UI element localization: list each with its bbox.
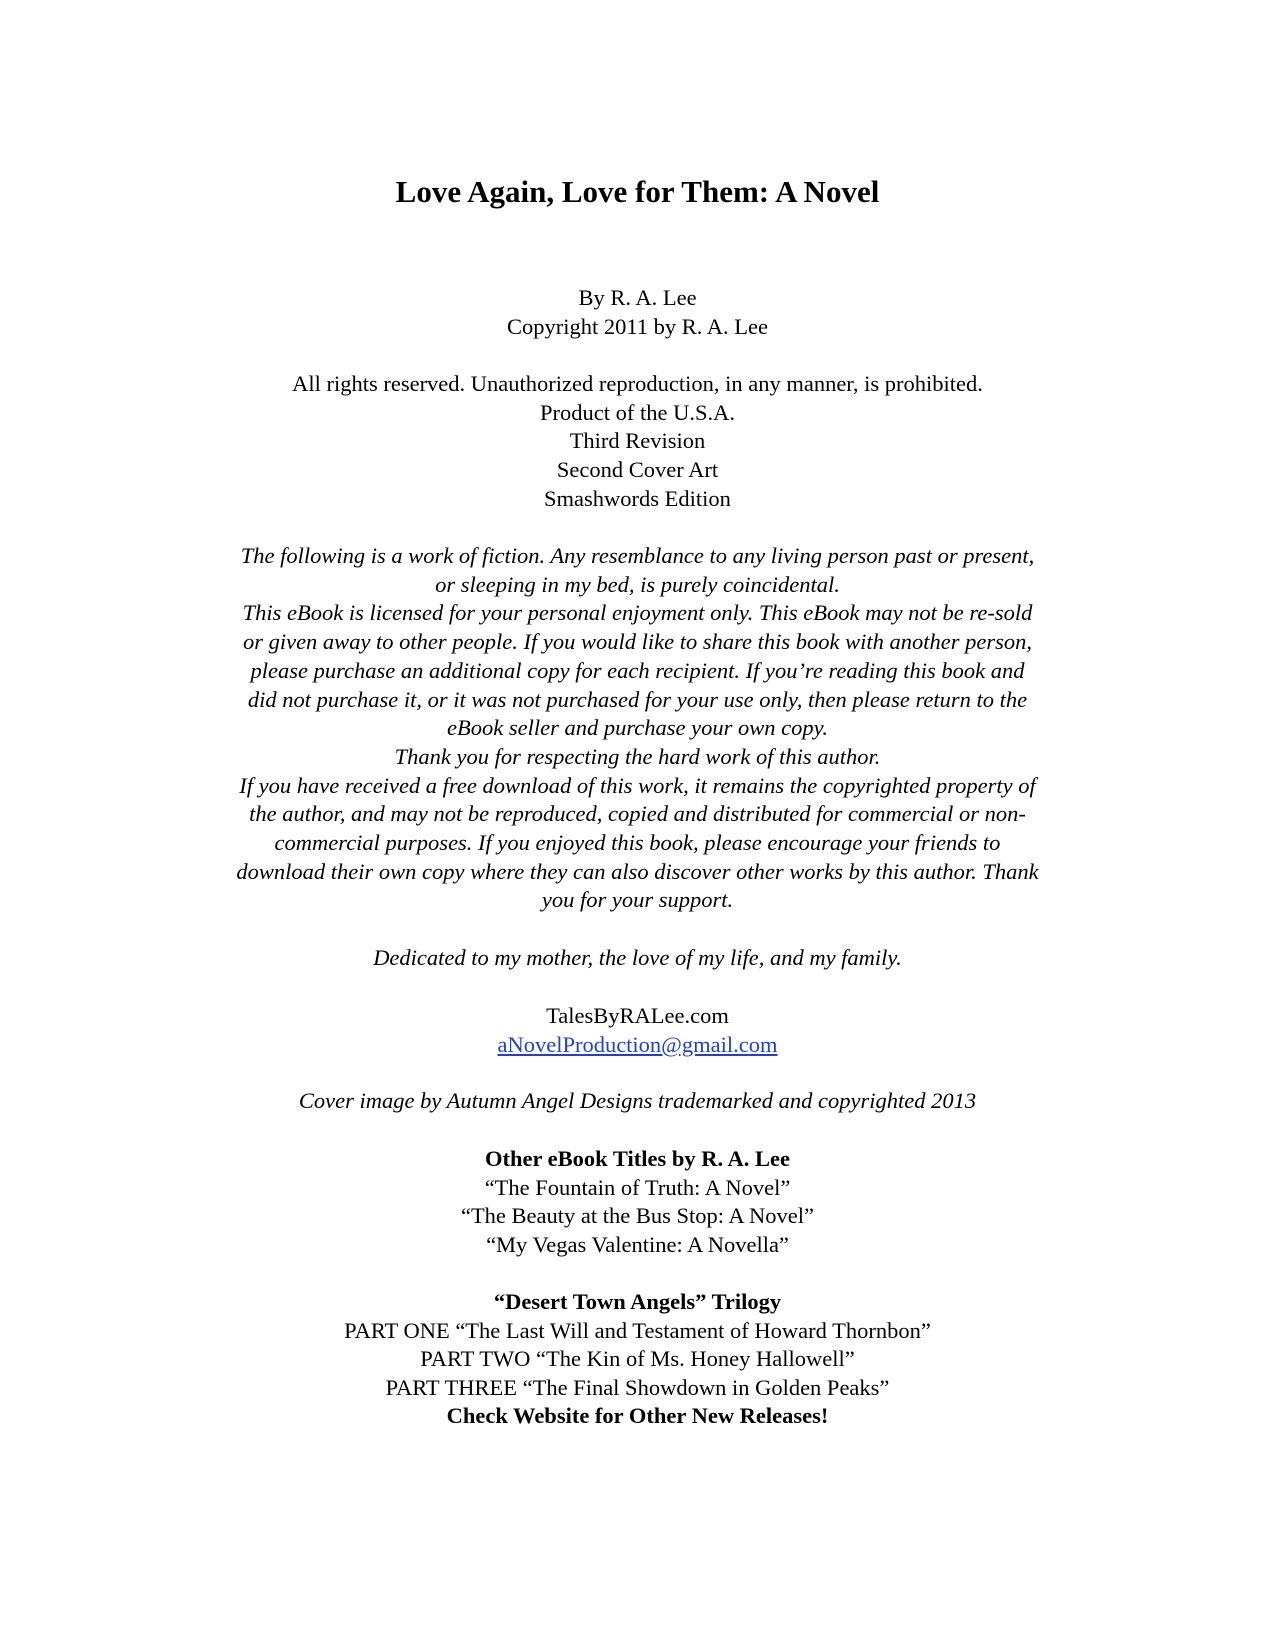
notice-line: This eBook is licensed for your personal enjoyment only. This eBook may not be re-sold <box>242 600 1033 626</box>
cover-credit-line: Cover image by Autumn Angel Designs trademarked and copyrighted 2013 <box>298 1088 977 1113</box>
notice-line: you for your support. <box>541 887 734 913</box>
notice-line: download their own copy where they can also discover other works by this author. Thank <box>236 858 1039 884</box>
trilogy-heading: “Desert Town Angels” Trilogy <box>493 1289 782 1314</box>
byline-section <box>0 284 1275 341</box>
cover-art-line: Second Cover Art <box>556 457 719 483</box>
other-title-item: “The Fountain of Truth: A Novel” <box>484 1174 791 1200</box>
trilogy-section <box>0 1288 1275 1403</box>
closing-section <box>0 1402 1275 1431</box>
notice-line: or given away to other people. If you would like to share this book with another person, <box>242 629 1033 655</box>
cover-credit-section <box>0 1087 1275 1116</box>
author-line: By R. A. Lee <box>578 285 697 310</box>
contact-section <box>0 1002 1275 1059</box>
rights-section <box>0 370 1275 514</box>
website-line: TalesByRALee.com <box>546 1003 729 1028</box>
revision-line: Third Revision <box>569 428 706 454</box>
email-line <box>0 1031 1275 1060</box>
other-titles-section <box>0 1145 1275 1260</box>
notice-line: The following is a work of fiction. Any resemblance to any living person past or present, <box>240 543 1035 568</box>
notice-line: the author, and may not be reproduced, copied and distributed for commercial or non- <box>249 801 1026 827</box>
trilogy-part: PART ONE “The Last Will and Testament of Howard Thornbon” <box>344 1317 931 1343</box>
book-title: Love Again, Love for Them: A Novel <box>395 174 880 209</box>
notice-line: commercial purposes. If you enjoyed this book, please encourage your friends to <box>274 830 1001 856</box>
product-origin-line: Product of the U.S.A. <box>540 399 735 425</box>
closing-line: Check Website for Other New Releases! <box>446 1403 829 1428</box>
copyright-line: Copyright 2011 by R. A. Lee <box>506 313 769 339</box>
rights-reserved-line: All rights reserved. Unauthorized reproduction, in any manner, is prohibited. <box>292 371 983 396</box>
notice-line: did not purchase it, or it was not purchased for your use only, then please return to the <box>247 686 1028 712</box>
dedication-section <box>0 944 1275 973</box>
trilogy-part: PART THREE “The Final Showdown in Golden Peaks” <box>385 1375 890 1401</box>
other-title-item: “My Vegas Valentine: A Novella” <box>486 1232 789 1258</box>
notice-line: Thank you for respecting the hard work of this author. <box>394 743 881 769</box>
notice-line: or sleeping in my bed, is purely coincidental. <box>435 571 840 597</box>
notice-line: eBook seller and purchase your own copy. <box>447 715 828 741</box>
trilogy-part: PART TWO “The Kin of Ms. Honey Hallowell” <box>420 1346 855 1372</box>
notice-line: please purchase an additional copy for each recipient. If you’re reading this book and <box>250 657 1025 683</box>
license-notice <box>0 542 1275 915</box>
edition-line: Smashwords Edition <box>544 485 731 511</box>
other-titles-heading: Other eBook Titles by R. A. Lee <box>484 1146 790 1171</box>
email-link[interactable]: aNovelProduction@gmail.com <box>497 1031 778 1057</box>
notice-line: If you have received a free download of this work, it remains the copyrighted property of <box>239 772 1036 798</box>
dedication-line: Dedicated to my mother, the love of my life, and my family. <box>373 945 902 970</box>
other-title-item: “The Beauty at the Bus Stop: A Novel” <box>460 1203 815 1229</box>
